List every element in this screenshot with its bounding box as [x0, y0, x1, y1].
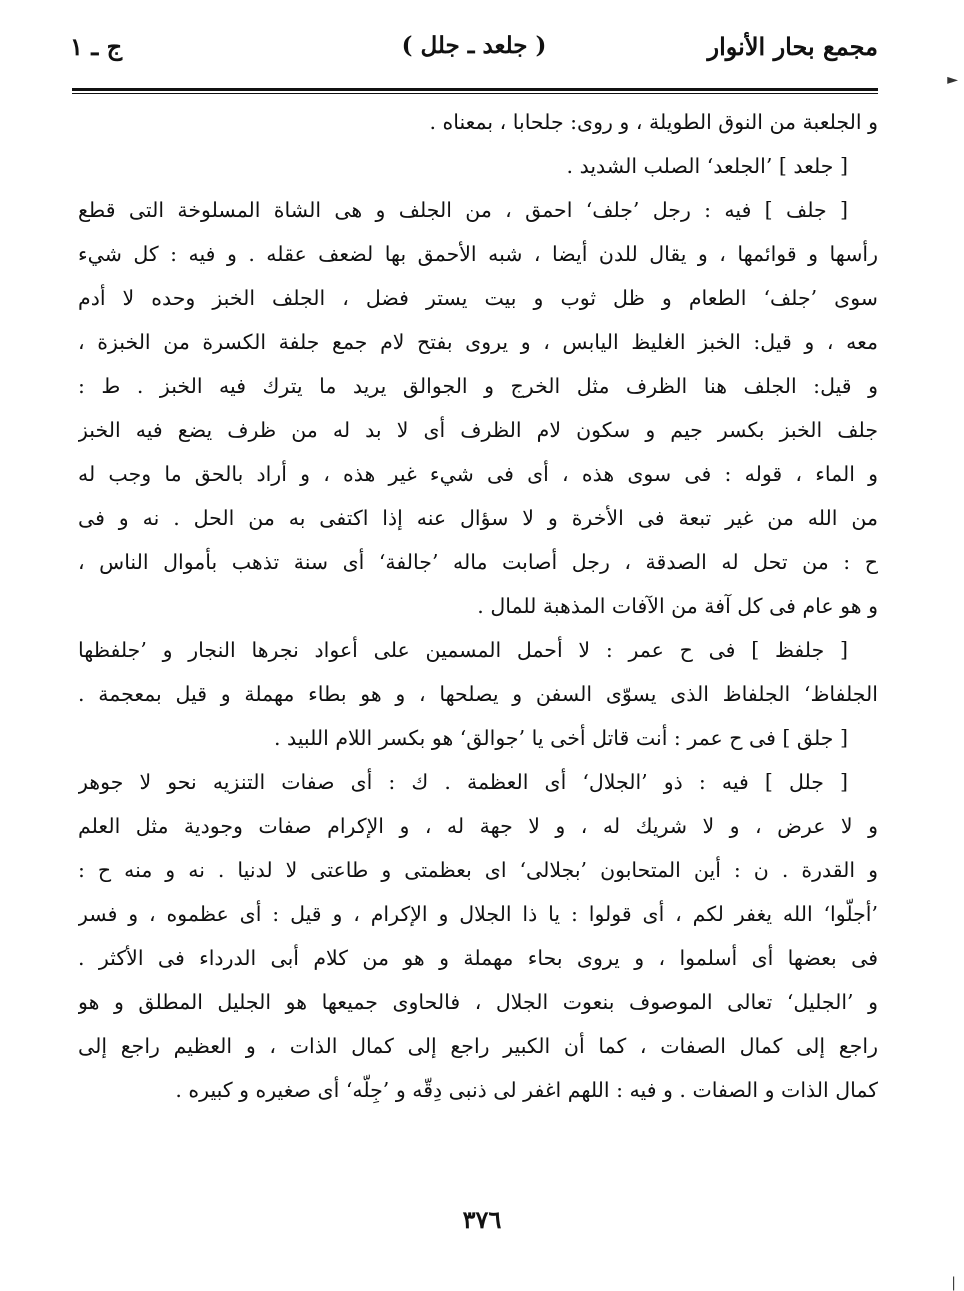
text-line: [ جلعد ] ’الجلعد‘ الصلب الشديد .	[566, 154, 848, 178]
text-line: راجع إلى كمال الصفات ، كما أن الكبير راجع إلى كمال الذات ، و العظيم راجع إلى	[78, 1034, 878, 1058]
body-text	[78, 100, 878, 1112]
text-line: [ جلفظ ] فى ح عمر : لا أحمل المسمين على أعواد نجرها النجار و ’جلفظها	[78, 638, 848, 662]
header-rule-thick	[72, 88, 878, 91]
text-line: ح : من تحل له الصدقة ، رجل أصابت ماله ’جالفة‘ أى سنة تذهب بأموال الناس ،	[78, 550, 878, 574]
text-line: جلف الخبز بكسر جيم و سكون لام الظرف أى لا بد له من ظرف يضع فيه الخبز	[78, 418, 878, 442]
text-line: و القدرة . ن : أين المتحابون ’بجلالى‘ اى بعظمتى و طاعتى لا لدنيا . نه و منه ح :	[78, 858, 878, 882]
text-line: و هو عام فى كل آفة من الآفات المذهبة للمال .	[477, 594, 878, 618]
text-line: معه ، و قيل: الخبز الغليظ اليابس ، و يروى بفتح لام جمع جلفة الكسرة من الخبزة ،	[78, 330, 878, 354]
text-line: فى بعضها أى أسلموا ، و يروى بحاء مهملة و هو من كلام أبى الدرداء فى الأكثر .	[78, 946, 878, 970]
text-line: ’أجلّوا‘ الله يغفر لكم ، أى قولوا : يا ذا الجلال و الإكرام ، و قيل : أى عظموه ، و فسر	[78, 902, 878, 926]
entry-range: ( جلعد ـ جلل )	[401, 32, 547, 59]
margin-tick-mark: |	[951, 1275, 956, 1291]
text-line: [ جلق ] فى ح عمر : أنت قاتل أخى يا ’جوالق‘ هو بكسر اللام اللبيد .	[273, 726, 848, 750]
volume-number: ج ـ ١	[70, 32, 123, 61]
text-line: و الجلعبة من النوق الطويلة ، و روى: جلحابا ، بمعناه .	[429, 110, 878, 134]
text-line: سوى ’جلف‘ الطعام و ظل ثوب و بيت يستر فضل ، الجلف الخبز وحده لا أدم	[78, 286, 878, 310]
text-line: كمال الذات و الصفات . و فيه : اللهم اغفر لى ذنبى دِقّه و ’جِلّه‘ أى صغيره و كبيره .	[175, 1078, 878, 1102]
text-line: و قيل: الجلف هنا الظرف مثل الخرج و الجوالق يريد ما يترك فيه الخبز . ط :	[78, 374, 878, 398]
text-line: رأسها و قوائمها ، و يقال للدن أيضا ، شبه الأحمق بها لضعف عقله . و فيه : كل شيء	[78, 242, 878, 266]
text-line: من الله من غير تبعة فى الأخرة و لا سؤال عنه إذا اكتفى به من الحل . نه و فى	[78, 506, 878, 530]
margin-arrow-mark: ►	[947, 72, 958, 88]
text-line: [ جلف ] فيه : رجل ’جلف‘ احمق ، من الجلف و هى الشاة المسلوخة التى قطع	[78, 198, 848, 222]
running-header	[70, 32, 878, 72]
text-line: و لا عرض ، و لا شريك له ، و لا جهة له ، و الإكرام صفات وجودية مثل العلم	[78, 814, 878, 838]
text-line: [ جلل ] فيه : ذو ’الجلال‘ أى العظمة . ك : أى صفات التنزيه نحو لا جوهر	[78, 770, 848, 794]
text-line: و الماء ، قوله : فى سوى هذه ، أى فى شيء غير هذه ، و أراد بالحق ما وجب له	[78, 462, 878, 486]
header-rule-thin	[72, 93, 878, 94]
page-number: ٣٧٦	[462, 1205, 502, 1234]
text-line: و ’الجليل‘ تعالى الموصوف بنعوت الجلال ، فالحاوى جميعها هو الجليل المطلق و هو	[78, 990, 878, 1014]
book-title: مجمع بحار الأنوار	[707, 32, 878, 61]
text-line: الجلفاظ‘ الجلفاظ الذى يسوّى السفن و يصلحها ، و هو بطاء مهملة و قيل بمعجمة .	[78, 682, 878, 706]
